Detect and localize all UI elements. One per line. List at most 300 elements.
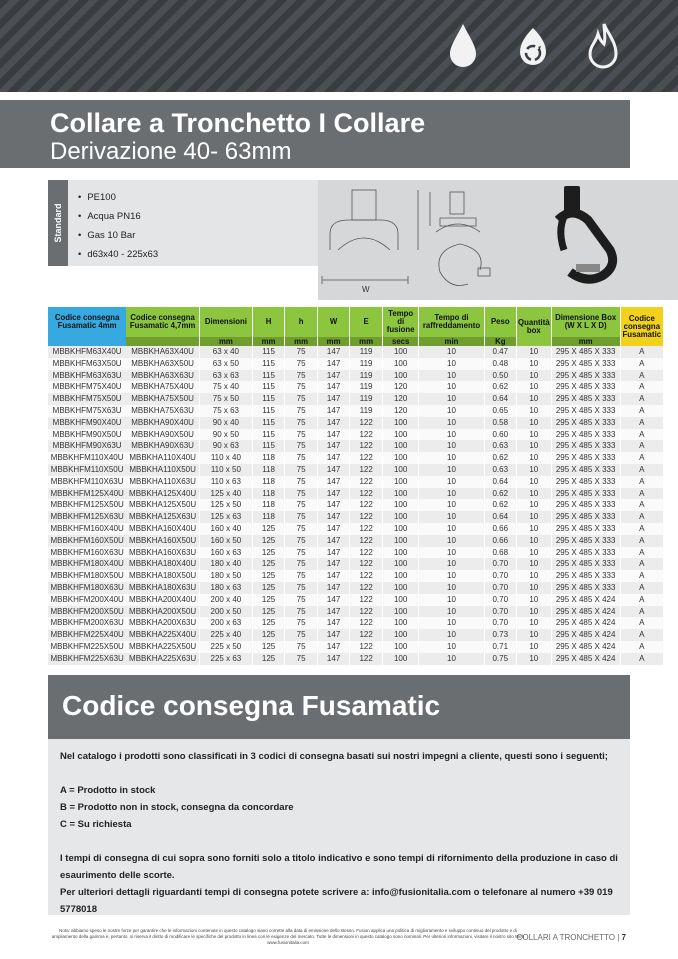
table-cell: 75 [285,370,318,382]
table-cell: MBBKHFM110X63U [48,476,126,488]
table-row [48,617,663,629]
table-cell: 0.63 [484,440,517,452]
page-title: Collare a Tronchetto I Collare [50,108,426,138]
table-cell: 75 x 63 [199,405,252,417]
table-cell: MBBKHA225X40U [126,629,199,641]
table-cell: 295 X 485 X 333 [551,358,620,370]
table-cell: 147 [317,476,350,488]
table-cell: 10 [517,629,552,641]
table-cell: 125 [252,653,285,665]
table-cell: 147 [317,488,350,500]
table-cell: 125 [252,558,285,570]
table-cell: 125 [252,523,285,535]
table-row [48,405,663,417]
table-cell: 10 [419,417,484,429]
disclaimer: Nota: abbiamo speso le nostre forze per garantire che le informazioni contenute in questo catalogo siano corrette alla data di emissione dello stesso. Fusion applica una politica di miglioramento e sviluppo continuo del prodotto e di ampliamento della gamma e, pertanto, si riserva il diritto di modificare le specifiche del prodotto in linea con le esigenze del mercato. Tutte le dimensioni in questo catalogo sono nominali. Per ulteriori informazioni, visitare il nostro sito Web www.fusionitalia.com [51,928,525,945]
table-body [48,346,663,665]
table-cell: 10 [517,488,552,500]
table-cell: 75 [285,417,318,429]
table-cell: 10 [419,629,484,641]
table-cell: 295 X 485 X 424 [551,653,620,665]
table-cell: 10 [517,523,552,535]
table-cell: A [620,535,663,547]
table-row [48,440,663,452]
table-cell: MBBKHFM63X50U [48,358,126,370]
table-cell: 10 [419,370,484,382]
table-cell: 118 [252,476,285,488]
table-row [48,570,663,582]
table-cell: 125 x 40 [199,488,252,500]
standard-item: • Gas 10 Bar [78,226,158,245]
table-cell: 0.70 [484,617,517,629]
col-header: Dimensioni [199,307,252,337]
table-row [48,393,663,405]
unit-header: min [419,337,484,346]
table-cell: 147 [317,570,350,582]
table-cell: 122 [350,629,383,641]
table-cell: 122 [350,476,383,488]
codici-note-2: Per ulteriori dettagli riguardanti tempi di consegna potete scrivere a: info@fusionitalia.com o telefonare al numero +39 019 5778018 [60,887,613,915]
table-cell: A [620,547,663,559]
table-cell: A [620,429,663,441]
table-cell: 75 [285,594,318,606]
table-cell: 75 [285,511,318,523]
table-cell: 63 x 63 [199,370,252,382]
table-cell: 0.62 [484,499,517,511]
table-cell: 295 X 485 X 424 [551,594,620,606]
table-cell: 10 [517,381,552,393]
table-cell: 100 [382,653,419,665]
table-cell: 0.70 [484,606,517,618]
table-cell: MBBKHA225X63U [126,653,199,665]
table-row [48,381,663,393]
table-cell: 75 x 50 [199,393,252,405]
table-cell: 147 [317,381,350,393]
table-cell: 100 [382,535,419,547]
table-cell: 0.58 [484,417,517,429]
table-cell: 200 x 50 [199,606,252,618]
table-cell: 100 [382,440,419,452]
code-c: C = Su richiesta [60,819,132,830]
table-cell: 10 [517,653,552,665]
table-cell: MBBKHFM180X40U [48,558,126,570]
unit-header: mm [317,337,350,346]
table-cell: 10 [419,440,484,452]
table-cell: 295 X 485 X 333 [551,417,620,429]
table-cell: 225 x 50 [199,641,252,653]
table-cell: A [620,358,663,370]
table-cell: A [620,346,663,358]
table-cell: 295 X 485 X 424 [551,629,620,641]
table-cell: MBBKHA90X50U [126,429,199,441]
table-cell: 120 [382,405,419,417]
table-cell: 110 x 50 [199,464,252,476]
table-cell: 10 [419,594,484,606]
table-cell: 147 [317,547,350,559]
table-cell: 0.66 [484,535,517,547]
table-cell: 10 [517,511,552,523]
table-cell: 10 [517,452,552,464]
table-cell: 147 [317,464,350,476]
col-header: W [317,307,350,337]
table-row [48,429,663,441]
page-number: 7 [621,933,626,942]
table-cell: 122 [350,606,383,618]
table-cell: 10 [419,535,484,547]
table-cell: 122 [350,417,383,429]
table-cell: 10 [517,582,552,594]
table-cell: 10 [419,499,484,511]
table-cell: 295 X 485 X 333 [551,393,620,405]
table-cell: 10 [517,476,552,488]
codici-intro: Nel catalogo i prodotti sono classificati in 3 codici di consegna basati sui nostri impegni a cliente, questi sono i seguenti; [60,751,608,762]
table-cell: A [620,653,663,665]
table-cell: MBBKHA225X50U [126,641,199,653]
table-cell: 295 X 485 X 333 [551,440,620,452]
table-cell: MBBKHFM90X63U [48,440,126,452]
table-cell: 100 [382,606,419,618]
table-cell: 295 X 485 X 333 [551,523,620,535]
table-cell: 147 [317,523,350,535]
table-cell: 10 [517,641,552,653]
table-cell: 147 [317,440,350,452]
table-cell: 147 [317,582,350,594]
flame-icon [586,22,620,70]
table-cell: MBBKHFM200X50U [48,606,126,618]
col-header: Quantità box [517,307,552,346]
table-cell: 100 [382,547,419,559]
table-cell: 10 [419,464,484,476]
table-cell: A [620,464,663,476]
table-row [48,547,663,559]
table-cell: 75 [285,452,318,464]
table-cell: MBBKHA63X63U [126,370,199,382]
table-cell: 225 x 40 [199,629,252,641]
table-row [48,499,663,511]
table-cell: 125 [252,617,285,629]
table-cell: 100 [382,346,419,358]
header-icons [446,22,620,70]
table-cell: A [620,452,663,464]
table-cell: MBBKHFM125X63U [48,511,126,523]
table-cell: 147 [317,417,350,429]
table-cell: 100 [382,629,419,641]
table-cell: MBBKHA75X40U [126,381,199,393]
unit-header: mm [252,337,285,346]
table-row [48,511,663,523]
table-cell: 115 [252,358,285,370]
table-cell: MBBKHA90X40U [126,417,199,429]
unit-header: mm [551,337,620,346]
table-cell: 75 [285,381,318,393]
table-cell: 0.65 [484,405,517,417]
table-cell: 225 x 63 [199,653,252,665]
table-cell: MBBKHFM90X40U [48,417,126,429]
table-row [48,653,663,665]
table-cell: 0.70 [484,570,517,582]
table-cell: 110 x 63 [199,476,252,488]
table-cell: 0.75 [484,653,517,665]
table-cell: A [620,511,663,523]
table-cell: MBBKHFM75X50U [48,393,126,405]
table-cell: 75 [285,535,318,547]
table-cell: 125 [252,641,285,653]
table-cell: 75 [285,358,318,370]
table-cell: 10 [517,547,552,559]
table-cell: 100 [382,452,419,464]
table-cell: 295 X 485 X 333 [551,570,620,582]
col-header: h [285,307,318,337]
table-cell: 118 [252,511,285,523]
table-cell: 100 [382,594,419,606]
table-cell: 10 [517,370,552,382]
table-cell: 10 [419,606,484,618]
table-cell: 75 x 40 [199,381,252,393]
table-cell: 125 [252,570,285,582]
table-cell: 63 x 50 [199,358,252,370]
table-cell: 295 X 485 X 333 [551,582,620,594]
table-cell: 119 [350,381,383,393]
table-cell: 295 X 485 X 333 [551,547,620,559]
table-cell: A [620,381,663,393]
table-row [48,523,663,535]
table-row [48,346,663,358]
table-cell: 115 [252,429,285,441]
table-row [48,594,663,606]
table-cell: MBBKHA180X63U [126,582,199,594]
table-cell: 100 [382,582,419,594]
table-cell: A [620,570,663,582]
table-cell: 10 [517,499,552,511]
table-cell: 295 X 485 X 333 [551,429,620,441]
col-header: Codice consegna Fusamatic [620,307,663,346]
col-header: Peso [484,307,517,337]
table-cell: 100 [382,464,419,476]
table-cell: 10 [517,405,552,417]
table-cell: A [620,488,663,500]
table-cell: MBBKHA180X50U [126,570,199,582]
table-cell: 160 x 50 [199,535,252,547]
table-cell: MBBKHA125X40U [126,488,199,500]
table-cell: MBBKHA63X40U [126,346,199,358]
table-cell: 147 [317,452,350,464]
table-row [48,535,663,547]
table-cell: A [620,476,663,488]
table-cell: 122 [350,547,383,559]
table-cell: 75 [285,641,318,653]
table-cell: 122 [350,511,383,523]
table-cell: 10 [419,452,484,464]
table-cell: 100 [382,641,419,653]
table-cell: MBBKHFM90X50U [48,429,126,441]
table-cell: A [620,370,663,382]
table-cell: MBBKHFM225X50U [48,641,126,653]
table-cell: 10 [419,358,484,370]
table-cell: A [620,558,663,570]
table-cell: 100 [382,617,419,629]
table-row [48,606,663,618]
table-cell: 147 [317,405,350,417]
table-cell: 122 [350,488,383,500]
table-cell: 0.70 [484,594,517,606]
table-row [48,641,663,653]
table-cell: A [620,606,663,618]
table-cell: MBBKHFM180X50U [48,570,126,582]
table-cell: 10 [517,570,552,582]
table-cell: 0.64 [484,511,517,523]
code-b: B = Prodotto non in stock, consegna da concordare [60,802,294,813]
table-cell: 122 [350,617,383,629]
table-cell: MBBKHA160X50U [126,535,199,547]
table-cell: 75 [285,629,318,641]
table-units-row [48,337,663,346]
col-header: Tempo di fusione [382,307,419,337]
col-header: E [350,307,383,337]
page-footer: COLLARI A TRONCHETTO | 7 [516,933,626,942]
table-cell: 10 [517,417,552,429]
unit-header: Kg [484,337,517,346]
table-cell: 10 [517,393,552,405]
table-cell: 122 [350,558,383,570]
footer-section: COLLARI A TRONCHETTO [516,933,616,942]
table-cell: 10 [419,558,484,570]
table-cell: 10 [419,476,484,488]
table-cell: 10 [419,511,484,523]
unit-header [48,337,126,346]
title-bar [0,100,630,168]
table-cell: 122 [350,499,383,511]
unit-header: secs [382,337,419,346]
table-cell: 125 x 63 [199,511,252,523]
table-cell: MBBKHFM160X50U [48,535,126,547]
table-cell: A [620,440,663,452]
table-cell: 118 [252,499,285,511]
table-cell: 147 [317,594,350,606]
standard-list [78,188,158,264]
table-cell: 122 [350,641,383,653]
table-cell: 100 [382,523,419,535]
table-cell: 75 [285,464,318,476]
table-cell: 295 X 485 X 333 [551,488,620,500]
technical-drawing [318,180,678,300]
table-cell: A [620,594,663,606]
table-cell: 160 x 63 [199,547,252,559]
table-cell: 122 [350,523,383,535]
table-cell: 75 [285,606,318,618]
table-cell: 10 [517,606,552,618]
table-row [48,476,663,488]
table-cell: A [620,617,663,629]
table-cell: A [620,641,663,653]
table-cell: MBBKHFM225X40U [48,629,126,641]
table-cell: 100 [382,499,419,511]
table-cell: 118 [252,488,285,500]
table-cell: 295 X 485 X 333 [551,499,620,511]
table-cell: 295 X 485 X 424 [551,606,620,618]
table-cell: 0.66 [484,523,517,535]
table-cell: 10 [419,617,484,629]
codici-title: Codice consegna Fusamatic [62,690,441,721]
table-cell: 115 [252,417,285,429]
table-cell: A [620,499,663,511]
table-cell: MBBKHFM200X63U [48,617,126,629]
table-cell: 147 [317,370,350,382]
table-cell: 75 [285,653,318,665]
table-cell: 200 x 63 [199,617,252,629]
table-cell: 10 [419,641,484,653]
table-cell: 10 [517,558,552,570]
table-cell: 295 X 485 X 333 [551,535,620,547]
table-cell: 10 [419,346,484,358]
table-cell: 295 X 485 X 424 [551,641,620,653]
table-cell: 10 [517,440,552,452]
table-cell: 100 [382,358,419,370]
table-cell: 0.50 [484,370,517,382]
table-cell: 147 [317,629,350,641]
table-cell: 0.48 [484,358,517,370]
table-cell: 10 [419,429,484,441]
table-cell: 0.71 [484,641,517,653]
table-cell: 10 [517,429,552,441]
table-cell: 10 [517,617,552,629]
table-cell: 295 X 485 X 333 [551,452,620,464]
recycle-icon [516,22,550,70]
fitting-photo [558,186,613,279]
standard-item: • PE100 [78,188,158,207]
table-row [48,558,663,570]
table-cell: 90 x 63 [199,440,252,452]
table-cell: 180 x 63 [199,582,252,594]
table-cell: 100 [382,570,419,582]
table-cell: 147 [317,511,350,523]
table-cell: 295 X 485 X 333 [551,405,620,417]
table-cell: 10 [419,582,484,594]
table-cell: 125 x 50 [199,499,252,511]
table-cell: 122 [350,582,383,594]
table-cell: 75 [285,547,318,559]
table-cell: 115 [252,393,285,405]
table-row [48,417,663,429]
table-cell: 10 [517,346,552,358]
table-cell: 180 x 50 [199,570,252,582]
table-cell: MBBKHA75X63U [126,405,199,417]
table-cell: 10 [517,464,552,476]
table-cell: A [620,629,663,641]
unit-header: mm [350,337,383,346]
table-cell: 120 [382,381,419,393]
table-cell: 118 [252,464,285,476]
table-cell: 295 X 485 X 424 [551,617,620,629]
product-table [48,307,663,665]
table-cell: 147 [317,429,350,441]
table-cell: 0.62 [484,381,517,393]
table-cell: A [620,405,663,417]
table-header [48,307,663,337]
table-cell: 90 x 50 [199,429,252,441]
table-cell: 75 [285,617,318,629]
table-cell: 125 [252,582,285,594]
table-cell: 75 [285,393,318,405]
table-cell: 0.73 [484,629,517,641]
table-cell: 75 [285,570,318,582]
table-cell: 147 [317,358,350,370]
table-row [48,464,663,476]
table-cell: MBBKHFM110X40U [48,452,126,464]
table-cell: MBBKHA160X40U [126,523,199,535]
table-cell: 120 [382,393,419,405]
table-cell: MBBKHA200X40U [126,594,199,606]
table-cell: MBBKHA110X50U [126,464,199,476]
